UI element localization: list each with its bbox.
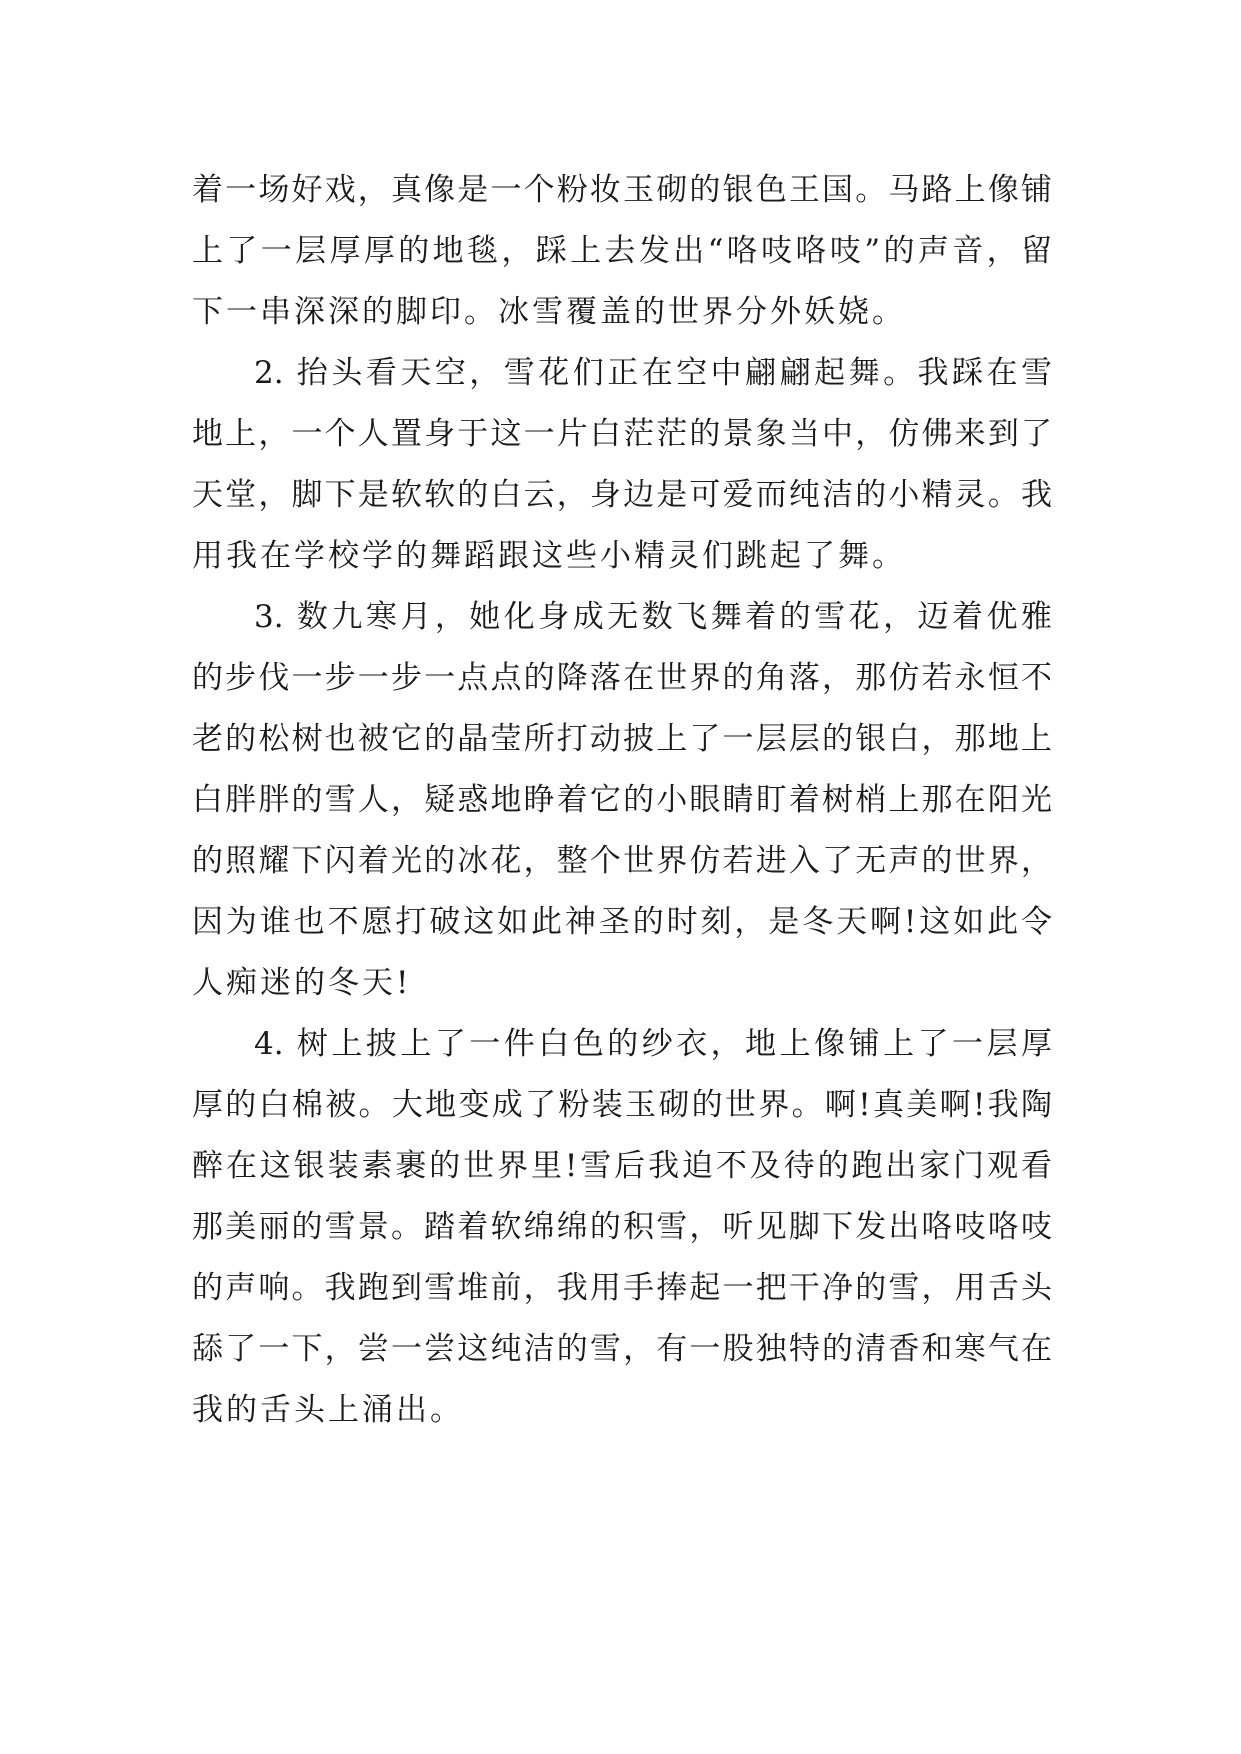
text-line: 白胖胖的雪人，疑惑地睁着它的小眼睛盯着树梢上那在阳光	[192, 782, 1052, 818]
text-line: 用我在学校学的舞蹈跟这些小精灵们跳起了舞。	[192, 538, 906, 574]
paragraph-1	[192, 160, 1052, 343]
text-line: 地上，一个人置身于这一片白茫茫的景象当中，仿佛来到了	[192, 416, 1052, 452]
text-line: 4. 树上披上了一件白色的纱衣，地上像铺上了一层厚	[254, 1026, 1052, 1062]
paragraph-2	[192, 343, 1052, 587]
paragraph-4	[192, 1014, 1052, 1441]
text-line: 的步伐一步一步一点点的降落在世界的角落，那仿若永恒不	[192, 660, 1052, 696]
text-line: 因为谁也不愿打破这如此神圣的时刻，是冬天啊!这如此令	[192, 904, 1052, 940]
text-line: 下一串深深的脚印。冰雪覆盖的世界分外妖娆。	[192, 294, 906, 330]
text-line: 上了一层厚厚的地毯，踩上去发出“咯吱咯吱”的声音，留	[192, 233, 1052, 269]
text-line: 的声响。我跑到雪堆前，我用手捧起一把干净的雪，用舌头	[192, 1270, 1052, 1306]
text-line: 人痴迷的冬天!	[192, 965, 412, 1001]
text-line: 那美丽的雪景。踏着软绵绵的积雪，听见脚下发出咯吱咯吱	[192, 1209, 1052, 1245]
text-line: 醉在这银装素裹的世界里!雪后我迫不及待的跑出家门观看	[192, 1148, 1052, 1184]
text-line: 厚的白棉被。大地变成了粉装玉砌的世界。啊!真美啊!我陶	[192, 1087, 1052, 1123]
document-body	[192, 160, 1052, 1441]
text-line: 舔了一下，尝一尝这纯洁的雪，有一股独特的清香和寒气在	[192, 1331, 1052, 1367]
paragraph-3	[192, 587, 1052, 1014]
text-line: 老的松树也被它的晶莹所打动披上了一层层的银白，那地上	[192, 721, 1052, 757]
text-line: 我的舌头上涌出。	[192, 1392, 464, 1428]
text-line: 2. 抬头看天空，雪花们正在空中翩翩起舞。我踩在雪	[254, 355, 1052, 391]
text-line: 天堂，脚下是软软的白云，身边是可爱而纯洁的小精灵。我	[192, 477, 1052, 513]
text-line: 3. 数九寒月，她化身成无数飞舞着的雪花，迈着优雅	[254, 599, 1052, 635]
text-line: 的照耀下闪着光的冰花，整个世界仿若进入了无声的世界，	[192, 843, 1052, 879]
text-line: 着一场好戏，真像是一个粉妆玉砌的银色王国。马路上像铺	[192, 172, 1052, 208]
